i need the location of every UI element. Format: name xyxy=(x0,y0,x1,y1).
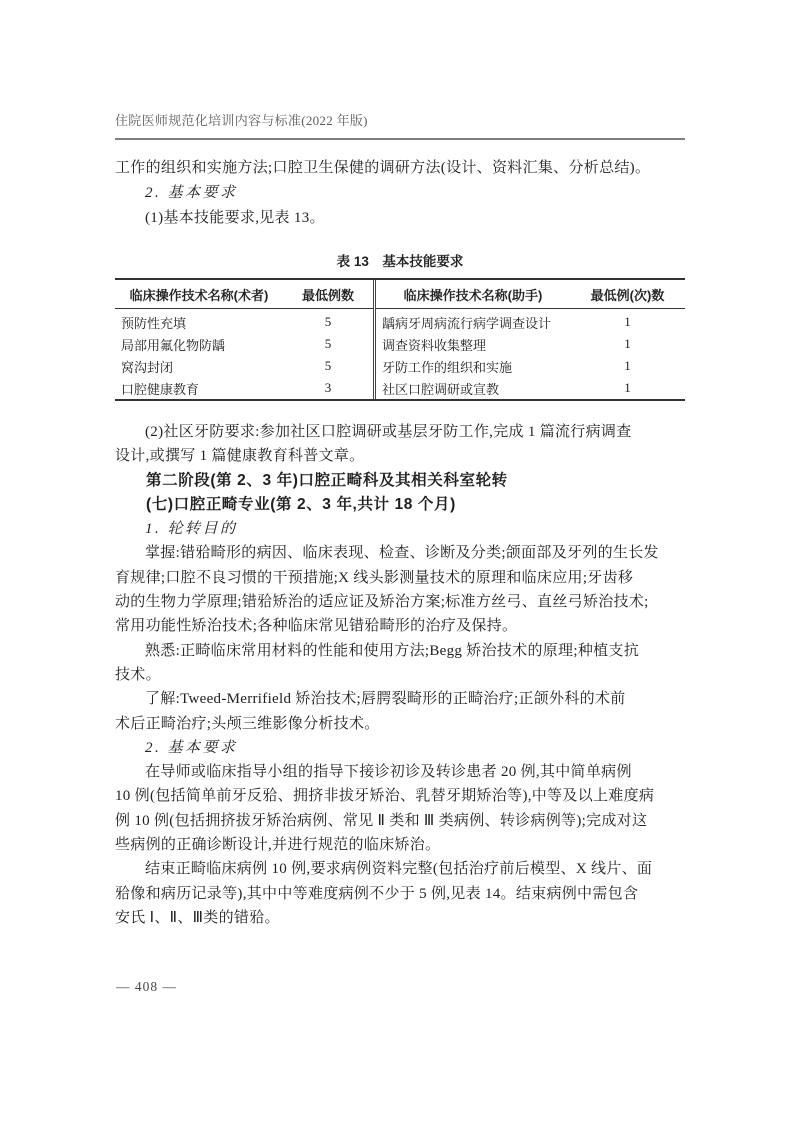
running-header-title: 住院医师规范化培训内容与标准(2022 年版) xyxy=(115,113,368,128)
col-header-assistant-name: 临床操作技术名称(助手) xyxy=(403,287,543,303)
table-row xyxy=(115,333,373,355)
table-row xyxy=(376,333,685,355)
col-header-min-times: 最低例(次)数 xyxy=(590,287,665,303)
table-13-left-header-row xyxy=(115,280,373,309)
procedure-name-cell: 预防性充填 xyxy=(121,315,187,331)
heading-section7-orthodontics: (七)口腔正畸专业(第 2、3 年,共计 18 个月) xyxy=(146,495,456,513)
body-text-line: 在导师或临床指导小组的指导下接诊初诊及转诊患者 20 例,其中简单病例 xyxy=(145,764,632,781)
col-header-operator-name: 临床操作技术名称(术者) xyxy=(129,287,269,303)
body-text-line: (1)基本技能要求,见表 13。 xyxy=(145,210,325,226)
body-text-line: 常用功能性矫治技术;各种临床常见错𬌗畸形的治疗及保持。 xyxy=(115,618,518,635)
min-cases-cell: 5 xyxy=(324,314,332,329)
body-text-line: 设计,或撰写 1 篇健康教育科普文章。 xyxy=(115,448,365,465)
table-13-right-rows xyxy=(376,309,685,399)
table-13-title: 表 13 基本技能要求 xyxy=(336,254,464,269)
body-text-line: 例 10 例(包括拥挤拔牙矫治病例、常见 Ⅱ 类和 Ⅲ 类病例、转诊病例等);完成对这 xyxy=(115,812,648,829)
body-text-line: 熟悉:正畸临床常用材料的性能和使用方法;Begg 矫治技术的原理;种植支抗 xyxy=(145,642,640,659)
table-row xyxy=(376,377,685,399)
table-13 xyxy=(115,278,685,401)
table-13-assistant-half xyxy=(373,280,685,399)
procedure-name-cell: 牙防工作的组织和实施 xyxy=(382,359,513,375)
page-number: — 408 — xyxy=(116,979,177,994)
body-text-line: 安氏 Ⅰ、Ⅱ、Ⅲ类的错𬌗。 xyxy=(115,909,280,926)
min-cases-cell: 3 xyxy=(324,380,332,395)
procedure-name-cell: 局部用氟化物防龋 xyxy=(121,337,226,353)
body-text-line: 𬌗像和病历记录等),其中中等难度病例不少于 5 例,见表 14。结束病例中需包含 xyxy=(115,885,639,902)
body-text-line: 育规律;口腔不良习惯的干预措施;X 线头影测量技术的原理和临床应用;牙齿移 xyxy=(115,569,634,586)
table-row xyxy=(376,355,685,377)
procedure-name-cell: 窝沟封闭 xyxy=(121,359,174,375)
table-13-left-rows xyxy=(115,309,373,399)
body-text-line: 技术。 xyxy=(115,666,161,683)
body-text-line: 结束正畸临床病例 10 例,要求病例资料完整(包括治疗前后模型、X 线片、面 xyxy=(145,861,653,878)
procedure-name-cell: 口腔健康教育 xyxy=(121,381,200,397)
table-row xyxy=(115,377,373,399)
header-rule-divider xyxy=(115,138,685,140)
body-text-line: (2)社区牙防要求:参加社区口腔调研或基层牙防工作,完成 1 篇流行病调查 xyxy=(145,424,632,440)
numbered-item-basic-requirements: 2. 基本要求 xyxy=(145,185,238,201)
min-cases-cell: 1 xyxy=(624,358,631,373)
body-text-line: 掌握:错𬌗畸形的病因、临床表现、检查、诊断及分类;颌面部及牙列的生长发 xyxy=(145,545,659,562)
procedure-name-cell: 龋病牙周病流行病学调查设计 xyxy=(382,315,552,331)
min-cases-cell: 5 xyxy=(324,358,332,373)
min-cases-cell: 1 xyxy=(624,314,631,329)
body-text-line: 动的生物力学原理;错𬌗矫治的适应证及矫治方案;标准方丝弓、直丝弓矫治技术; xyxy=(115,594,649,611)
table-row xyxy=(115,355,373,377)
numbered-item-rotation-purpose: 1. 轮转目的 xyxy=(145,521,238,538)
body-text-line: 10 例(包括简单前牙反𬌗、拥挤非拔牙矫治、乳替牙期矫治等),中等及以上难度病 xyxy=(115,788,655,805)
procedure-name-cell: 调查资料收集整理 xyxy=(382,337,487,353)
min-cases-cell: 5 xyxy=(324,336,332,351)
body-text-line: 些病例的正确诊断设计,并进行规范的临床矫治。 xyxy=(115,837,441,854)
col-header-min-cases: 最低例数 xyxy=(301,287,354,303)
body-text-line: 了解:Tweed-Merrifield 矫治技术;唇腭裂畸形的正畸治疗;正颌外科的术前 xyxy=(145,691,626,708)
min-cases-cell: 1 xyxy=(624,336,631,351)
intro-paragraph-block xyxy=(115,156,685,231)
numbered-item-basic-requirements-2: 2. 基本要求 xyxy=(145,739,238,756)
heading-stage2-rotation: 第二阶段(第 2、3 年)口腔正畸科及其相关科室轮转 xyxy=(146,471,508,489)
body-text-line: 工作的组织和实施方法;口腔卫生保健的调研方法(设计、资料汇集、分析总结)。 xyxy=(115,160,651,176)
table-row xyxy=(115,311,373,333)
table-13-operator-half xyxy=(115,280,373,399)
body-text-line: 术后正畸治疗;头颅三维影像分析技术。 xyxy=(115,715,380,732)
procedure-name-cell: 社区口腔调研或宣教 xyxy=(382,381,500,397)
main-paragraph-block xyxy=(115,420,685,930)
table-row xyxy=(376,311,685,333)
min-cases-cell: 1 xyxy=(624,380,631,395)
table-13-right-header-row xyxy=(376,280,685,309)
